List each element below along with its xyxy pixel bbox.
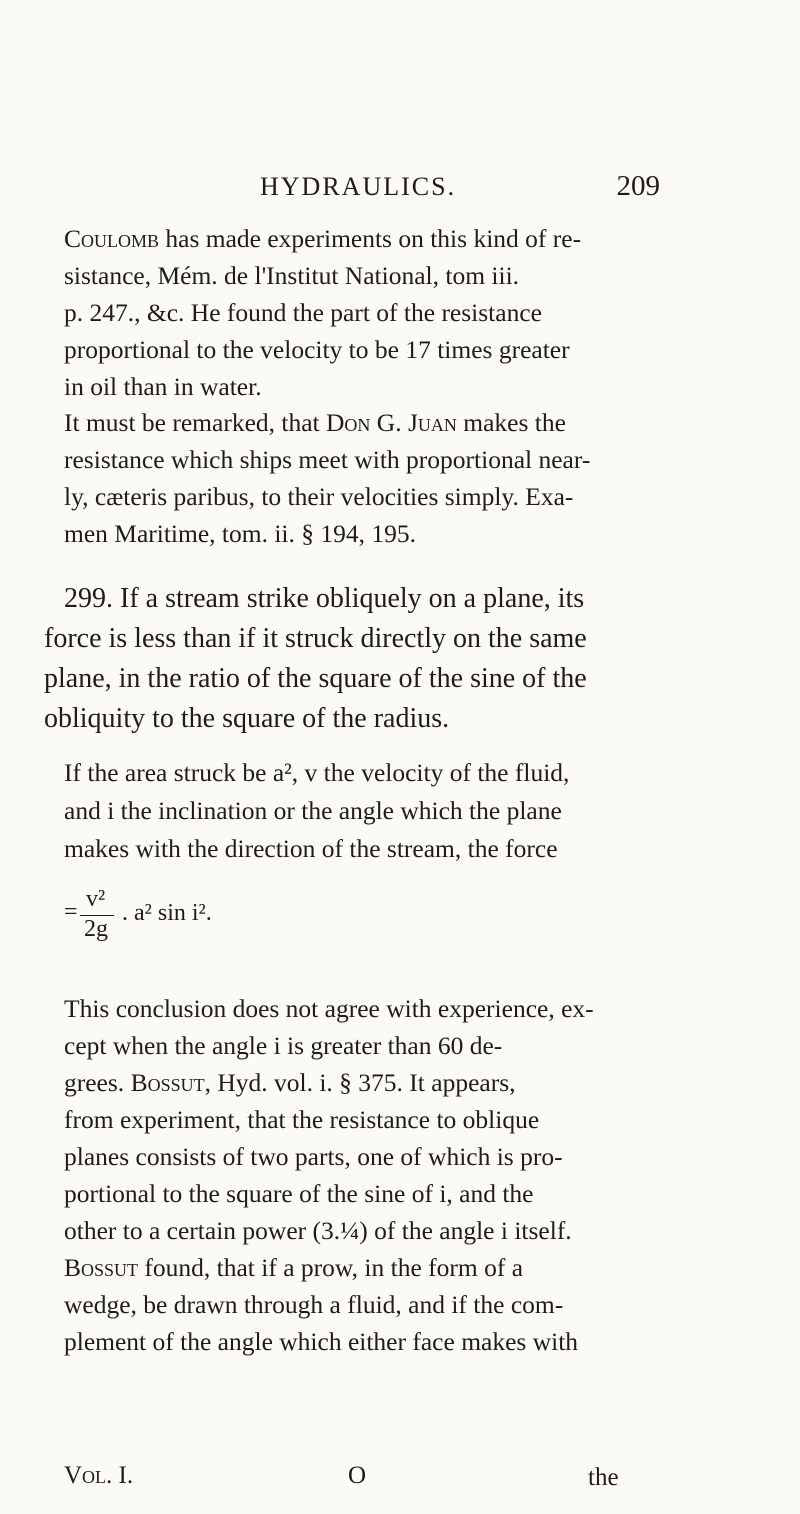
text-line: from experiment, that the resistance to oblique	[64, 1105, 540, 1134]
text-line: It must be remarked, that Don G. Juan makes the	[64, 408, 566, 437]
author-name: Bossut	[64, 1253, 139, 1282]
text-line: This conclusion does not agree with experience, ex-	[64, 994, 594, 1023]
catchword: the	[588, 1464, 619, 1491]
text-line: ly, cæteris paribus, to their velocities simply. Exa-	[64, 482, 574, 511]
signature-mark: O	[348, 1462, 367, 1489]
text-line: grees. Bossut, Hyd. vol. i. § 375. It appears,	[64, 1068, 516, 1097]
text-line: sistance, Mém. de l'Institut National, tom iii.	[64, 261, 520, 290]
author-name: Bossut	[130, 1068, 205, 1097]
text-line: wedge, be drawn through a fluid, and if the com-	[64, 1290, 564, 1319]
text-line: resistance which ships meet with proportional near-	[64, 445, 591, 474]
text-line: planes consists of two parts, one of which is pro-	[64, 1142, 563, 1171]
text-line: p. 247., &c. He found the part of the resistance	[64, 298, 542, 327]
author-name: Don G. Juan	[326, 408, 457, 437]
author-name: Coulomb	[64, 224, 160, 253]
text-line: other to a certain power (3.¼) of the angle i itself.	[64, 1216, 572, 1245]
text-line: Coulomb has made experiments on this kind of re-	[64, 224, 582, 253]
text-line: cept when the angle i is greater than 60 de-	[64, 1031, 503, 1060]
text-line: 299. If a stream strike obliquely on a plane, its	[64, 583, 585, 614]
formula-denominator: 2g	[84, 916, 108, 942]
force-formula	[64, 886, 364, 980]
formula-rest: . a² sin i².	[122, 900, 212, 926]
volume-label: Vol. I.	[64, 1462, 134, 1489]
running-title: HYDRAULICS.	[260, 172, 457, 201]
formula-numerator: v²	[86, 886, 106, 912]
text-line: portional to the square of the sine of i, and the	[64, 1179, 534, 1208]
equals-sign: =	[64, 899, 78, 925]
page-number: 209	[616, 170, 660, 202]
text-line: makes with the direction of the stream, the force	[64, 834, 558, 863]
text-line: plement of the angle which either face makes with	[64, 1327, 579, 1356]
text-line: plane, in the ratio of the square of the sine of the	[44, 663, 587, 694]
text-line: men Maritime, tom. ii. § 194, 195.	[64, 519, 417, 548]
text-line: obliquity to the square of the radius.	[44, 703, 450, 734]
text-line: in oil than in water.	[64, 372, 262, 401]
text-line: and i the inclination or the angle which the plane	[64, 796, 562, 825]
text-line: Bossut found, that if a prow, in the form of a	[64, 1253, 524, 1282]
text-line: If the area struck be a², v the velocity of the fluid,	[64, 758, 570, 787]
text-line: proportional to the velocity to be 17 times greater	[64, 335, 570, 364]
text-line: force is less than if it struck directly on the same	[44, 623, 587, 654]
